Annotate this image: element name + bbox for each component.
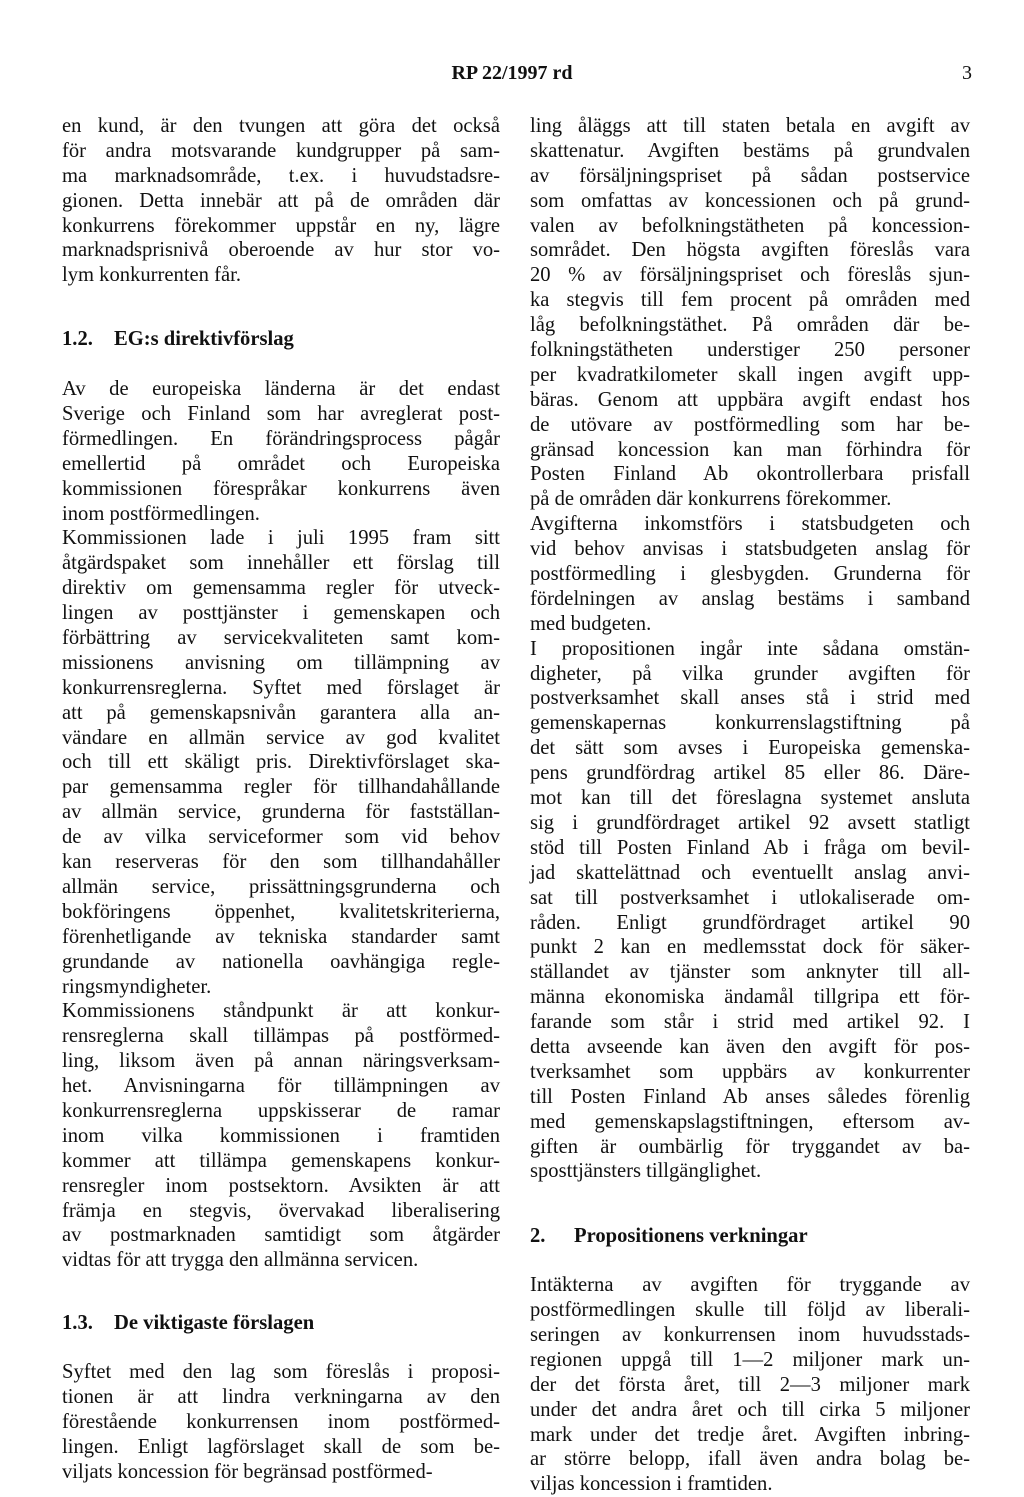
text-line: emellertid på området och Europeiska — [62, 452, 500, 475]
paragraph — [62, 526, 500, 999]
text-line: vändare en allmän service av god kvalitet — [62, 726, 500, 749]
text-line: Avgifterna inkomstförs i statsbudgeten och — [530, 513, 970, 536]
text-line: lingen. Enligt lagförslaget skall de som be- — [62, 1435, 500, 1458]
text-line: de utövare av postförmedling som har be- — [530, 413, 970, 436]
text-line: 20 % av försäljningspriset och föreslås sjun- — [530, 264, 970, 287]
text-line: regionen uppgå till 1—2 miljoner mark un- — [530, 1348, 970, 1371]
section-heading-2 — [530, 1224, 970, 1249]
text-line: seringen av konkurrensen inom huvudsstads- — [530, 1323, 970, 1346]
text-line: postverksamhet skall anses stå i strid med — [530, 687, 970, 710]
text-line: för andra motsvarande kundgrupper på sam- — [62, 139, 500, 162]
text-line: folkningstätheten understiger 250 personer — [530, 339, 970, 362]
text-line: tionen är att lindra verkningarna av den — [62, 1385, 500, 1408]
text-line: marknadsprisnivå oberoende av hur stor vo- — [62, 239, 500, 262]
text-line: mark under det tredje året. Avgiften inbring- — [530, 1423, 970, 1446]
text-line: vid behov anvisas i statsbudgeten anslag för — [530, 538, 970, 561]
text-line: grundande av nationella oavhängiga regle- — [62, 950, 500, 973]
paragraph — [530, 114, 970, 512]
text-line: vidtas för att trygga den allmänna servicen. — [62, 1249, 419, 1272]
text-line: konkurrensreglerna uppskisserar de ramar — [62, 1099, 500, 1122]
text-line: mot kan till det föreslagna systemet ansluta — [530, 787, 970, 810]
text-line: gionen. Detta innebär att på de områden där — [62, 189, 500, 212]
text-line: att på gemenskapsnivån garantera alla an- — [62, 701, 500, 724]
paragraph — [62, 377, 500, 526]
text-line: het. Anvisningarna för tillämpningen av — [62, 1075, 500, 1098]
spacer — [530, 1249, 970, 1273]
section-number: 1.3. — [62, 1312, 93, 1335]
text-line: av postmarknaden samtidigt som åtgärder — [62, 1224, 500, 1247]
text-line: sområdet. Den högsta avgiften föreslås vara — [530, 239, 970, 262]
text-line: farande som står i strid med artikel 92. I — [530, 1011, 970, 1034]
text-line: par gemensamma regler för tillhandahållande — [62, 776, 500, 799]
text-line: på de områden där konkurrens förekommer. — [530, 488, 892, 511]
document-id: RP 22/1997 rd — [451, 62, 573, 84]
text-line: råden. Enligt grundfördraget artikel 90 — [530, 911, 970, 934]
spacer — [62, 1336, 500, 1360]
left-column — [62, 114, 500, 1485]
text-line: kommer att tillämpa gemenskapens konkur- — [62, 1149, 500, 1172]
text-line: direktiv om gemensamma regler för utveck- — [62, 577, 500, 600]
text-line: postförmedlingen skulle till följd av liberali- — [530, 1299, 970, 1322]
text-line: inom vilka kommissionen i framtiden — [62, 1124, 500, 1147]
section-heading-1-2 — [62, 327, 500, 352]
section-number: 2. — [530, 1225, 546, 1248]
text-line: I propositionen ingår inte sådana omstän- — [530, 637, 970, 660]
text-line: postförmedling i glesbygden. Grunderna för — [530, 563, 970, 586]
page-header — [0, 62, 1024, 92]
text-line: ling åläggs att till staten betala en avgift av — [530, 115, 970, 137]
text-line: till Posten Finland Ab anses således förenlig — [530, 1085, 970, 1108]
text-line: konkurrens förekommer uppstår en ny, lägre — [62, 214, 500, 237]
text-line: förmedlingen. En förändringsprocess pågår — [62, 427, 500, 450]
text-line: kommissionen förespråkar konkurrens även — [62, 477, 500, 500]
text-line: skattenatur. Avgiften bestäms på grundvalen — [530, 139, 970, 162]
paragraph — [530, 637, 970, 1185]
text-line: detta avseende kan även den avgift för pos- — [530, 1035, 970, 1058]
text-line: rensreglerna skall tillämpas på postförmed- — [62, 1025, 500, 1048]
text-line: gemenskapernas konkurrenslagstiftning på — [530, 712, 970, 735]
paragraph — [530, 512, 970, 636]
text-line: Kommissionen lade i juli 1995 fram sitt — [62, 527, 500, 550]
text-line: och till ett skäligt pris. Direktivförslaget ska- — [62, 751, 500, 774]
text-line: ställandet av tjänster som anknyter till all- — [530, 961, 970, 984]
text-line: viljats koncession för begränsad postförmed- — [62, 1460, 433, 1483]
text-line: lingen av posttjänster i gemenskapen och — [62, 602, 500, 625]
text-line: ringsmyndigheter. — [62, 975, 212, 998]
text-line: Intäkterna av avgiften för tryggande av — [530, 1274, 970, 1297]
text-line: förestående konkurrensen inom postförmed- — [62, 1410, 500, 1433]
right-column — [530, 114, 970, 1497]
text-line: tverksamhet som uppbärs av konkurrenter — [530, 1060, 970, 1083]
page-number: 3 — [962, 62, 972, 84]
text-line: bokföringens öppenhet, kvalitetskriterierna, — [62, 900, 500, 923]
text-line: av allmän service, grunderna för fastställan- — [62, 801, 500, 824]
text-line: främja en stegvis, övervakad liberalisering — [62, 1199, 500, 1222]
text-line: förbättring av servicekvaliteten samt kom- — [62, 627, 500, 650]
text-line: sposttjänsters tillgänglighet. — [530, 1160, 762, 1183]
paragraph — [62, 999, 500, 1273]
text-line: jad skattelättnad och eventuellt anslag anvi- — [530, 861, 970, 884]
text-line: Sverige och Finland som har avreglerat post- — [62, 403, 500, 426]
text-line: med budgeten. — [530, 612, 652, 635]
section-heading-1-3 — [62, 1311, 500, 1336]
text-line: åtgärdspaket som innehåller ett förslag till — [62, 552, 500, 575]
text-line: ar större belopp, ifall även andra bolag be- — [530, 1448, 970, 1471]
text-line: pens grundfördrag artikel 85 eller 86. Däre- — [530, 762, 970, 785]
section-title: EG:s direktivförslag — [114, 328, 294, 351]
paragraph — [62, 1360, 500, 1484]
text-line: det sätt som avses i Europeiska gemenska- — [530, 737, 970, 760]
text-line: som omfattas av koncessionen och på grund- — [530, 189, 970, 212]
text-line: fördelningen av anslag bestäms i samband — [530, 587, 970, 610]
text-line: Kommissionens ståndpunkt är att konkur- — [62, 1000, 500, 1023]
text-line: valen av befolkningstätheten på koncession- — [530, 214, 970, 237]
spacer — [62, 288, 500, 327]
text-line: stöd till Posten Finland Ab i fråga om bevil- — [530, 836, 970, 859]
text-line: förenhetligande av tekniska standarder samt — [62, 925, 500, 948]
text-line: kan reserveras för den som tillhandahåller — [62, 851, 500, 874]
text-line: de av vilka serviceformer som vid behov — [62, 826, 500, 849]
text-line: låg befolkningstäthet. På områden där be- — [530, 314, 970, 337]
text-line: med gemenskapslagstiftningen, eftersom av- — [530, 1110, 970, 1133]
paragraph — [62, 114, 500, 288]
text-line: en kund, är den tvungen att göra det också — [62, 115, 500, 137]
section-title: De viktigaste förslagen — [114, 1312, 315, 1335]
spacer — [62, 1273, 500, 1311]
text-line: rensregler inom postsektorn. Avsikten är att — [62, 1174, 500, 1197]
text-line: digheter, på vilka grunder avgiften för — [530, 662, 970, 685]
text-line: sat till postverksamhet i utlokaliserade om- — [530, 886, 970, 909]
text-line: lym konkurrenten får. — [62, 264, 241, 287]
text-line: Posten Finland Ab okontrollerbara prisfall — [530, 463, 970, 486]
text-line: allmän service, prissättningsgrunderna och — [62, 875, 500, 898]
spacer — [62, 352, 500, 377]
text-line: Av de europeiska länderna är det endast — [62, 378, 500, 401]
text-line: missionens anvisning om tillämpning av — [62, 651, 500, 674]
text-line: Syftet med den lag som föreslås i proposi- — [62, 1361, 500, 1384]
section-number: 1.2. — [62, 328, 93, 351]
text-line: giften är oumbärlig för tryggandet av ba- — [530, 1135, 970, 1158]
text-line: gränsad koncession kan man förhindra för — [530, 438, 970, 461]
text-line: bäras. Genom att uppbära avgift endast hos — [530, 388, 970, 411]
spacer — [530, 1184, 970, 1224]
text-line: konkurrensreglerna. Syftet med förslaget är — [62, 676, 500, 699]
text-line: under det andra året och till cirka 5 miljoner — [530, 1398, 970, 1421]
text-line: ling, liksom även på annan näringsverksam- — [62, 1050, 500, 1073]
text-line: punkt 2 kan en medlemsstat dock för säker- — [530, 936, 970, 959]
text-line: männa ekonomiska ändamål tillgripa ett för- — [530, 986, 970, 1009]
text-line: ma marknadsområde, t.ex. i huvudstadsre- — [62, 164, 500, 187]
text-line: sig i grundfördraget artikel 92 avsett statligt — [530, 811, 970, 834]
text-line: ka stegvis till fem procent på områden med — [530, 289, 970, 312]
text-line: viljas koncession i framtiden. — [530, 1473, 773, 1496]
section-title: Propositionens verkningar — [574, 1225, 808, 1248]
text-line: av försäljningspriset på sådan postservice — [530, 164, 970, 187]
text-line: inom postförmedlingen. — [62, 502, 260, 525]
text-line: per kvadratkilometer skall ingen avgift upp- — [530, 363, 970, 386]
text-line: der det första året, till 2—3 miljoner mark — [530, 1373, 970, 1396]
paragraph — [530, 1273, 970, 1497]
